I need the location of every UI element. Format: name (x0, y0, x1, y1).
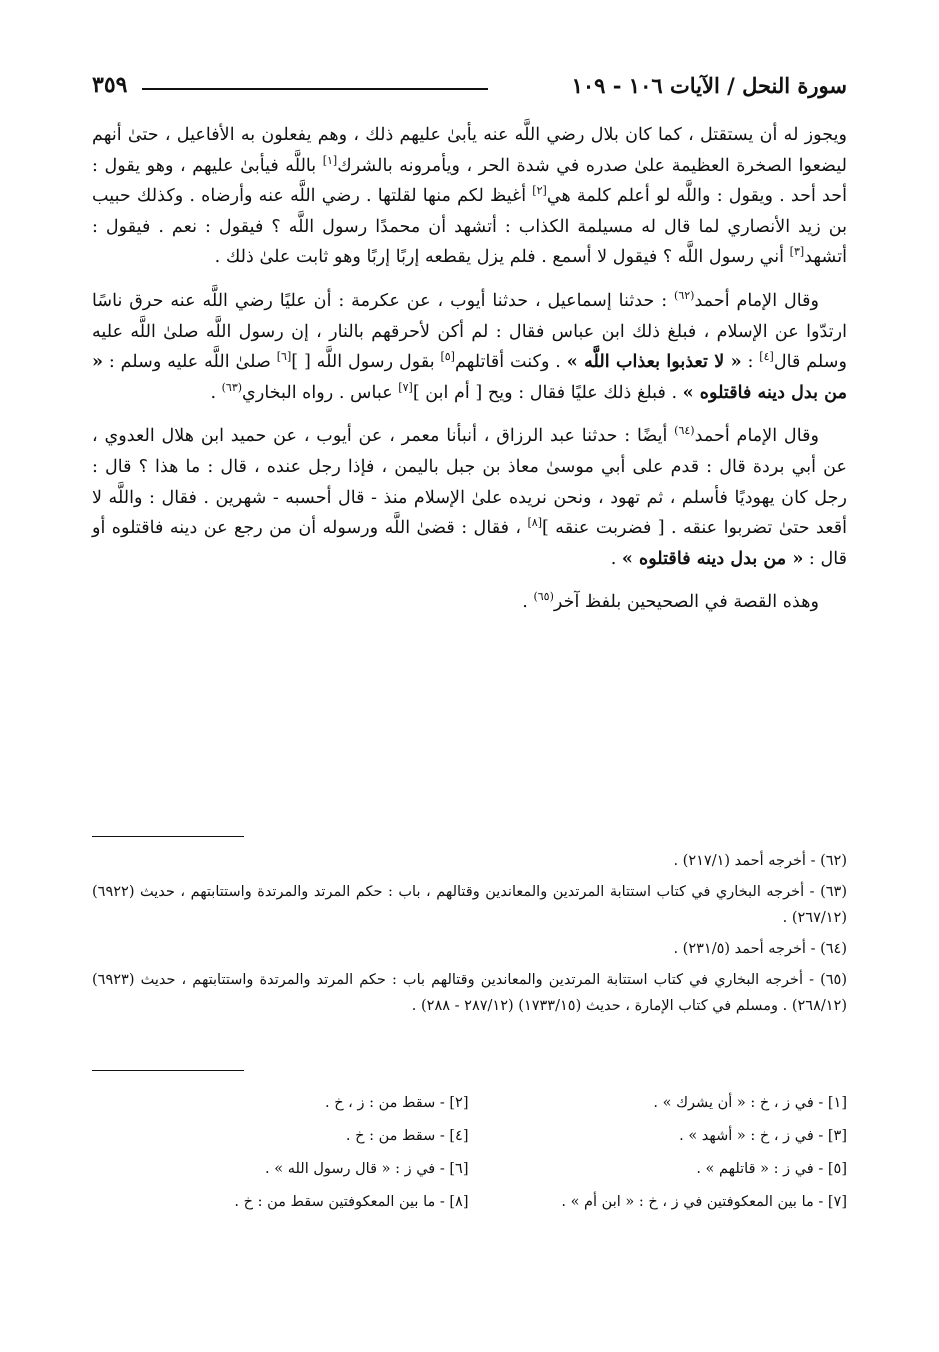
variant-note-7: [٧] - ما بين المعكوفتين في ز ، خ : « ابن أم » . (561, 1194, 847, 1210)
variant-marker: [٢] (532, 184, 547, 198)
variant-note-6: [٦] - في ز : « قال رسول الله » . (265, 1161, 469, 1177)
footnote-65: (٦٥) - أخرجه البخاري في كتاب استتابة المرتدين والمعاندين وقتالهم باب : حكم المرتد والمرتدة واستتابتهم ، حديث (٦٩٢٣) (٢٦٨/١٢) . ومسلم في كتاب الإمارة ، حديث (١٧٣٣/١٥) (٢٨٧/١٢ - ٢٨٨) . (92, 972, 847, 1014)
footnote-64: (٦٤) - أخرجه أحمد (٢٣١/٥) . (673, 941, 847, 957)
footnotes (92, 848, 847, 1024)
variant-note-2: [٢] - سقط من : ز ، خ . (325, 1095, 469, 1111)
variant-marker: [٨] (527, 516, 543, 530)
paragraph-2: وقال الإمام أحمد$^{(٦٢)}$ : حدثنا إسماعيل ، حدثنا أيوب ، عن عكرمة : أن عليًا رضي اللَّه عنه حرق ناسًا ارتدّوا عن الإسلام ، فبلغ ذلك ابن عباس فقال : لم أكن لأحرقهم بالنار ، إن رسول اللَّه صلىٰ اللَّه عليه وسلم قال[٤] : « لا تعذبوا بعذاب اللَّه » . وكنت أقاتلهم[٥] بقول رسول اللَّه [ ][٦] صلىٰ اللَّه عليه وسلم : « من بدل دينه فاقتلوه » . فبلغ ذلك عليًا فقال : ويح [ أم ابن ][٧] عباس . رواه البخاري$^{(٦٣)}$ . (92, 289, 847, 403)
variant-marker: [٤] (759, 350, 774, 364)
hadith-quote: « من بدل دينه فاقتلوه » (621, 547, 804, 569)
variant-note-5: [٥] - في ز : « قاتلهم » . (696, 1161, 847, 1177)
variant-note-3: [٣] - في ز ، خ : « أشهد » . (679, 1128, 847, 1144)
hadith-quote: « لا تعذبوا بعذاب اللَّه » (566, 351, 742, 373)
paragraph-3: وقال الإمام أحمد$^{(٦٤)}$ أيضًا : حدثنا عبد الرزاق ، أنبأنا معمر ، عن أيوب ، عن حميد ابن هلال العدوي ، عن أبي بردة قال : قدم على أبي موسىٰ معاذ بن جبل باليمن ، فإذا رجل عنده ، قال : ما هذا ؟ قال : رجل كان يهوديًا فأسلم ، ثم تهود ، ونحن نريده علىٰ الإسلام منذ - قال أحسبه - شهرين . فقال : واللَّه لا أقعد حتىٰ تضربوا عنقه . [ فضربت عنقه ][٨] ، فقال : قضىٰ اللَّه ورسوله أن من رجع عن دينه فاقتلوه أو قال : « من بدل دينه فاقتلوه » . (92, 424, 847, 569)
footnote-marker: (٦٤) (674, 424, 695, 438)
variant-marker: [٣] (789, 245, 805, 259)
variant-note-4: [٤] - سقط من : خ . (345, 1128, 469, 1144)
variants-rule (92, 1070, 244, 1071)
paragraph-4: وهذه القصة في الصحيحين بلفظ آخر$^{(٦٥)}$ . (522, 590, 819, 613)
hadith-quote: « من بدل دينه فاقتلوه » (92, 351, 847, 403)
page-number: ٣٥٩ (92, 72, 128, 98)
footnote-marker: (٦٢) (674, 289, 695, 303)
paragraph-1: ويجوز له أن يستقتل ، كما كان بلال رضي اللَّه عنه يأبىٰ عليهم ذلك ، وهم يفعلون به الأفاعيل ، حتىٰ أنهم ليضعوا الصخرة العظيمة علىٰ صدره في شدة الحر ، ويأمرونه بالشرك[١] باللَّه فيأبىٰ عليهم ، وهو يقول : أحد أحد . ويقول : واللَّه لو أعلم كلمة هي[٢] أغيظ لكم منها لقلتها . رضي اللَّه عنه وأرضاه . وكذلك حبيب بن زيد الأنصاري لما قال له مسيلمة الكذاب : أتشهد أن محمدًا رسول اللَّه ؟ فيقول : نعم . فيقول : أتشهد[٣] أني رسول اللَّه ؟ فيقول لا أسمع . فلم يزل يقطعه إربًا إربًا وهو ثابت علىٰ ذلك . (92, 125, 847, 268)
footnote-62: (٦٢) - أخرجه أحمد (٢١٧/١) . (673, 853, 847, 869)
variant-marker: [١] (322, 153, 338, 167)
variant-marker: [٧] (398, 380, 413, 394)
footnote-rule (92, 836, 244, 837)
footnote-marker: (٦٥) (533, 590, 554, 604)
manuscript-variants (110, 1090, 847, 1215)
footnote-marker: (٦٣) (221, 380, 243, 394)
footnote-63: (٦٣) - أخرجه البخاري في كتاب استتابة المرتدين والمعاندين وقتالهم ، باب : حكم المرتد والمرتدة واستتابتهم ، حديث (٦٩٢٢) (٢٦٧/١٢) . (92, 884, 847, 926)
header-rule (142, 88, 488, 90)
variant-note-1: [١] - في ز ، خ : « أن يشرك » . (653, 1095, 847, 1111)
page-header (92, 64, 847, 98)
variant-note-8: [٨] - ما بين المعكوفتين سقط من : خ . (234, 1194, 469, 1210)
running-title: سورة النحل / الآيات ١٠٦ - ١٠٩ (571, 73, 847, 98)
variant-marker: [٥] (440, 350, 455, 364)
main-text (92, 120, 847, 631)
variant-marker: [٦] (276, 350, 292, 364)
